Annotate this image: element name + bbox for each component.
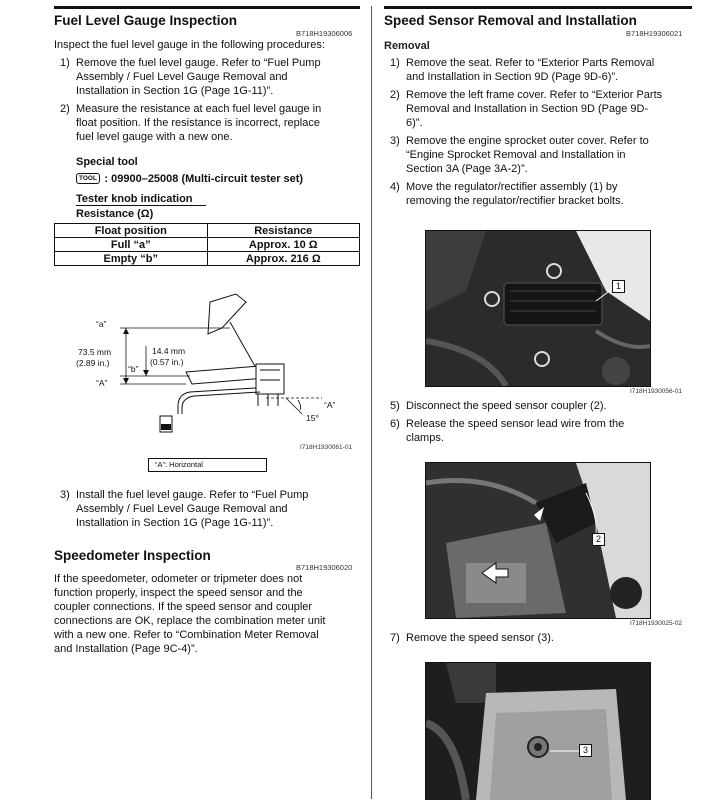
step-line: fuel level gauge with a new one. xyxy=(76,131,233,143)
special-tool-label: Special tool xyxy=(76,156,138,168)
diagram-caption: I718H1930061-01 xyxy=(300,444,353,451)
fuel-gauge-steps xyxy=(54,56,360,148)
step-item xyxy=(384,417,692,445)
coupler-photo xyxy=(425,462,651,619)
paragraph-line: connections are OK, replace the combination meter unit xyxy=(54,615,326,627)
diagram-legend: “A”: Horizontal xyxy=(155,460,203,469)
step-number: 2) xyxy=(390,89,400,101)
table-header: Float position xyxy=(55,224,208,238)
step-line: Remove the speed sensor (3). xyxy=(406,632,554,644)
fuel-gauge-intro: Inspect the fuel level gauge in the following procedures: xyxy=(54,39,325,51)
removal-steps-b xyxy=(384,399,692,449)
coupler-photo-art xyxy=(426,463,650,618)
tool-icon: TOOL xyxy=(76,173,100,184)
speedometer-title: Speedometer Inspection xyxy=(54,548,211,563)
step-line: Measure the resistance at each fuel level gauge in xyxy=(76,103,322,115)
diagram-dim-2-in: (0.57 in.) xyxy=(150,357,184,367)
fuel-gauge-step3 xyxy=(54,488,360,534)
fuel-gauge-title: Fuel Level Gauge Inspection xyxy=(54,13,238,28)
step-line: Installation in Section 1G (Page 1G-11)”. xyxy=(76,85,274,97)
step-line: Assembly / Fuel Level Gauge Removal and xyxy=(76,503,288,515)
step-number: 3) xyxy=(60,489,70,501)
tool-value: : 09900–25008 (Multi-circuit tester set) xyxy=(104,172,304,185)
diagram-label-A-left: “A” xyxy=(96,378,108,388)
tool-row xyxy=(76,170,303,184)
paragraph-line: coupler connections. If the speed sensor and coupler xyxy=(54,601,313,613)
step-line: removing the regulator/rectifier bracket bolts. xyxy=(406,195,624,207)
speed-sensor-photo-art xyxy=(426,663,650,800)
table-row xyxy=(55,238,360,252)
step-line: clamps. xyxy=(406,432,444,444)
step-line: Section 3A (Page 3A-2)”. xyxy=(406,163,528,175)
speedometer-paragraph xyxy=(54,572,364,656)
step-line: Installation in Section 1G (Page 1G-11)”. xyxy=(76,517,274,529)
step-number: 2) xyxy=(60,103,70,115)
paragraph-line: and Installation (Page 9C-4)”. xyxy=(54,643,198,655)
fuel-gauge-code: B718H19306006 xyxy=(296,29,353,38)
paragraph-line: with a new one. Refer to “Combination Meter Removal xyxy=(54,629,319,641)
step-line: Remove the fuel level gauge. Refer to “Fuel Pump xyxy=(76,57,321,69)
tester-knob-label: Tester knob indication xyxy=(76,193,193,205)
step-item xyxy=(54,488,360,530)
step-number: 1) xyxy=(390,57,400,69)
step-line: Assembly / Fuel Level Gauge Removal and xyxy=(76,71,288,83)
step-line: Remove the engine sprocket outer cover. Refer to xyxy=(406,135,649,147)
right-top-rule xyxy=(384,6,692,9)
speed-sensor-photo xyxy=(425,662,651,800)
speed-sensor-code: B718H19306021 xyxy=(626,29,683,38)
step-line: float position. If the resistance is incorrect, replace xyxy=(76,117,320,129)
step-number: 3) xyxy=(390,135,400,147)
step-number: 4) xyxy=(390,181,400,193)
table-cell: Empty “b” xyxy=(55,252,208,266)
diagram-label-a: “a” xyxy=(96,319,107,329)
photo1-caption: I718H1930056-01 xyxy=(630,388,683,395)
resistance-label: Resistance (Ω) xyxy=(76,208,154,220)
tester-knob-underline xyxy=(76,205,206,206)
regulator-photo xyxy=(425,230,651,387)
step-item xyxy=(384,134,692,176)
step-number: 7) xyxy=(390,632,400,644)
step-line: Move the regulator/rectifier assembly (1) by xyxy=(406,181,618,193)
diagram-label-b: “b” xyxy=(128,364,139,374)
paragraph-line: function properly, inspect the speed sensor and the xyxy=(54,587,303,599)
diagram-angle: 15° xyxy=(306,413,319,423)
regulator-photo-art xyxy=(426,231,650,386)
diagram-dim-2-mm: 14.4 mm xyxy=(152,346,186,356)
step-number: 5) xyxy=(390,400,400,412)
step-line: 6)”. xyxy=(406,117,423,129)
left-top-rule xyxy=(54,6,360,9)
step-line: Release the speed sensor lead wire from the xyxy=(406,418,625,430)
photo2-callout: 2 xyxy=(592,533,605,546)
step-item xyxy=(54,56,360,98)
table-cell: Approx. 10 Ω xyxy=(207,238,360,252)
removal-steps-a xyxy=(384,56,692,212)
diagram-legend-box xyxy=(148,458,267,472)
table-row xyxy=(55,252,360,266)
speed-sensor-title: Speed Sensor Removal and Installation xyxy=(384,13,637,28)
step-line: Removal and Installation in Section 9D (Page 9D- xyxy=(406,103,649,115)
step-item xyxy=(384,631,692,645)
photo1-callout: 1 xyxy=(612,280,625,293)
step-item xyxy=(384,88,692,130)
step-line: Remove the left frame cover. Refer to “Exterior Parts xyxy=(406,89,663,101)
column-divider xyxy=(371,6,372,799)
step-item xyxy=(384,180,692,208)
removal-label: Removal xyxy=(384,40,430,52)
removal-steps-c xyxy=(384,631,692,649)
table-header: Resistance xyxy=(207,224,360,238)
step-number: 6) xyxy=(390,418,400,430)
step-item xyxy=(54,102,360,144)
photo2-caption: I718H1930025-02 xyxy=(630,620,683,627)
paragraph-line: If the speedometer, odometer or tripmeter does not xyxy=(54,573,303,585)
diagram-dim-1-in: (2.89 in.) xyxy=(76,358,110,368)
photo3-callout: 3 xyxy=(579,744,592,757)
table-cell: Full “a” xyxy=(55,238,208,252)
step-line: Remove the seat. Refer to “Exterior Parts Removal xyxy=(406,57,655,69)
diagram-dim-1-mm: 73.5 mm xyxy=(78,347,112,357)
step-line: Install the fuel level gauge. Refer to “Fuel Pump xyxy=(76,489,309,501)
table-header-row xyxy=(55,224,360,238)
step-line: “Engine Sprocket Removal and Installation in xyxy=(406,149,626,161)
diagram-label-A-right: “A” xyxy=(324,400,336,410)
fuel-gauge-diagram xyxy=(60,288,360,448)
step-item xyxy=(384,399,692,413)
resistance-table xyxy=(54,223,360,266)
step-line: Disconnect the speed sensor coupler (2). xyxy=(406,400,607,412)
table-cell: Approx. 216 Ω xyxy=(207,252,360,266)
step-line: and Installation in Section 9D (Page 9D-6)”. xyxy=(406,71,619,83)
step-number: 1) xyxy=(60,57,70,69)
step-item xyxy=(384,56,692,84)
speedometer-code: B718H19306020 xyxy=(296,563,353,572)
